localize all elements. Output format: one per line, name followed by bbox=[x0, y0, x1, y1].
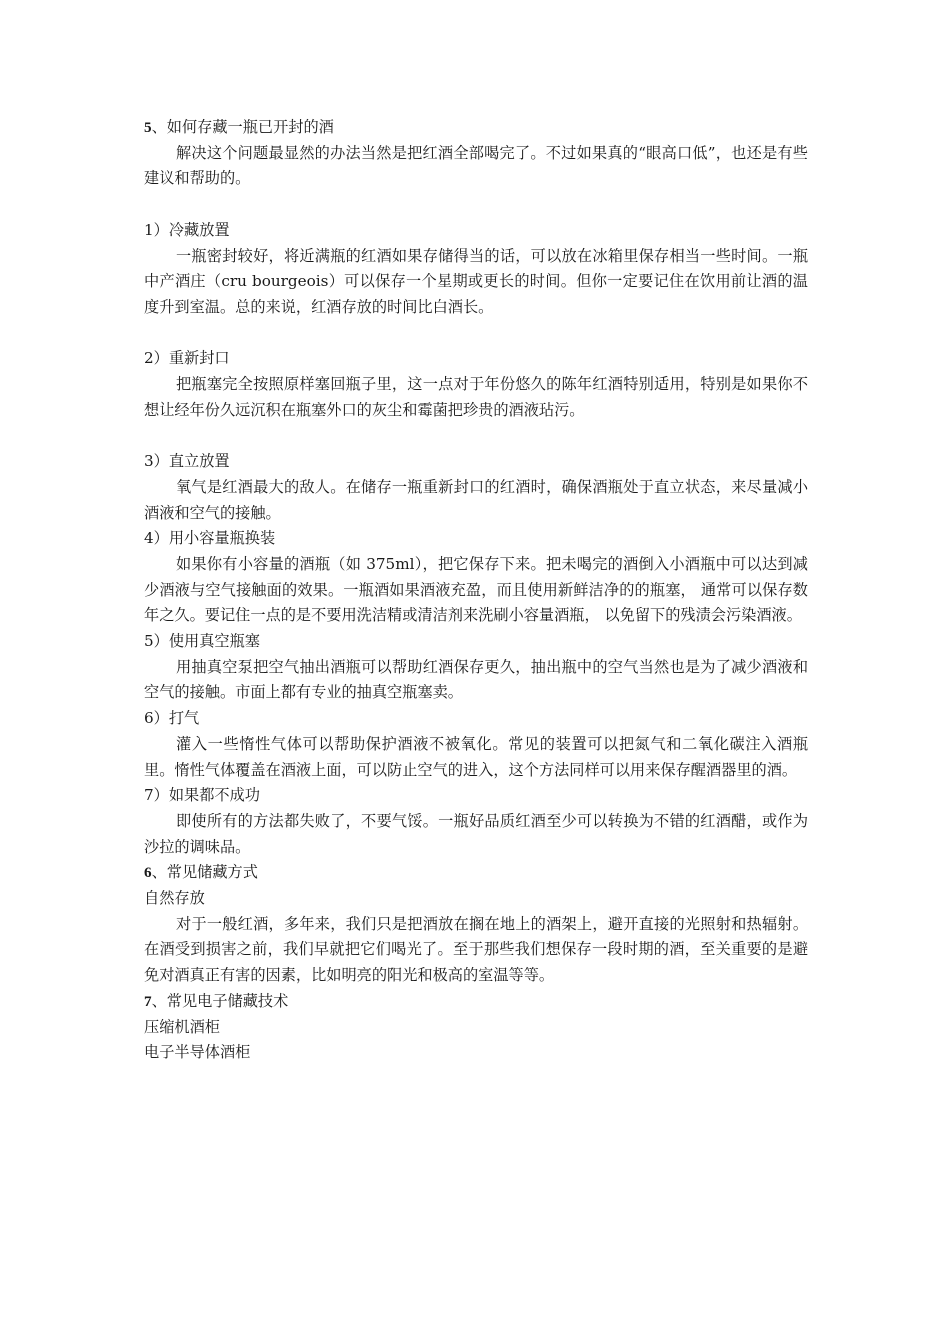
section-5-heading bbox=[144, 115, 808, 141]
section-5-title: 、如何存藏一瓶已开封的酒 bbox=[151, 118, 334, 136]
spacer bbox=[144, 321, 808, 347]
section-6-number: 6 bbox=[144, 864, 152, 882]
item-5-heading: 5）使用真空瓶塞 bbox=[144, 632, 260, 651]
item-6-heading: 6）打气 bbox=[144, 709, 200, 728]
item-2-text: 把瓶塞完全按照原样塞回瓶子里，这一点对于年份悠久的陈年红酒特别适用，特别是如果你不想让经年份久远沉积在瓶塞外口的灰尘和霉菌把珍贵的酒液玷污。 bbox=[144, 375, 808, 419]
spacer bbox=[144, 192, 808, 218]
item-3-heading: 3）直立放置 bbox=[144, 452, 230, 471]
item-3-text: 氧气是红酒最大的敌人。在储存一瓶重新封口的红酒时，确保酒瓶处于直立状态，来尽量减小酒液和空气的接触。 bbox=[144, 477, 808, 522]
item-1-text: 一瓶密封较好，将近满瓶的红酒如果存储得当的话，可以放在冰箱里保存相当一些时间。一瓶中产酒庄（cru bourgeois）可以保存一个星期或更长的时间。但你一定要记住在饮用前让酒的温度升到室温。总的来说，红酒存放的时间比白酒长。 bbox=[144, 246, 808, 316]
section-7-number: 7 bbox=[144, 992, 152, 1010]
document-page bbox=[144, 115, 808, 1066]
item-7-text: 即使所有的方法都失败了，不要气馁。一瓶好品质红酒至少可以转换为不错的红酒醋，或作为沙拉的调味品。 bbox=[144, 811, 808, 856]
item-6-text: 灌入一些惰性气体可以帮助保护酒液不被氧化。常见的装置可以把氮气和二氧化碳注入酒瓶里。惰性气体覆盖在酒液上面，可以防止空气的进入，这个方法同样可以用来保存醒酒器里的酒。 bbox=[144, 734, 808, 779]
section-6-text: 对于一般红酒，多年来，我们只是把酒放在搁在地上的酒架上，避开直接的光照射和热辐射。在酒受到损害之前，我们早就把它们喝光了。至于那些我们想保存一段时期的酒，至关重要的是避免对酒真正有害的因素，比如明亮的阳光和极高的室温等等。 bbox=[144, 914, 808, 985]
item-7-heading: 7）如果都不成功 bbox=[144, 786, 260, 805]
item-4-text: 如果你有小容量的酒瓶（如 375ml），把它保存下来。把未喝完的酒倒入小酒瓶中可以达到减少酒液与空气接触面的效果。一瓶酒如果酒液充盈，而且使用新鲜洁净的的瓶塞， 通常可以保存数年之久。要记住一点的是不要用洗洁精或清洁剂来洗刷小容量酒瓶， 以免留下的残渍会污染酒液。 bbox=[144, 554, 808, 625]
section-7-item: 电子半导体酒柜 bbox=[144, 1043, 251, 1062]
item-2-heading: 2）重新封口 bbox=[144, 349, 230, 368]
section-6-title: 、常见储藏方式 bbox=[151, 863, 258, 882]
section-7-title: 、常见电子储藏技术 bbox=[151, 991, 289, 1010]
section-5-number: 5 bbox=[144, 119, 152, 136]
item-1-heading: 1）冷藏放置 bbox=[144, 220, 230, 239]
spacer bbox=[144, 423, 808, 449]
section-5-intro: 解决这个问题最显然的办法当然是把红酒全部喝完了。不过如果真的“眼高口低”，也还是有些建议和帮助的。 bbox=[144, 143, 808, 188]
section-6-subheading: 自然存放 bbox=[144, 889, 205, 908]
section-7-heading bbox=[144, 989, 808, 1015]
item-5-text: 用抽真空泵把空气抽出酒瓶可以帮助红酒保存更久，抽出瓶中的空气当然也是为了减少酒液和空气的接触。市面上都有专业的抽真空瓶塞卖。 bbox=[144, 657, 808, 702]
item-4-heading: 4）用小容量瓶换装 bbox=[144, 529, 276, 548]
section-6-heading bbox=[144, 860, 808, 886]
section-7-item: 压缩机酒柜 bbox=[144, 1017, 220, 1036]
